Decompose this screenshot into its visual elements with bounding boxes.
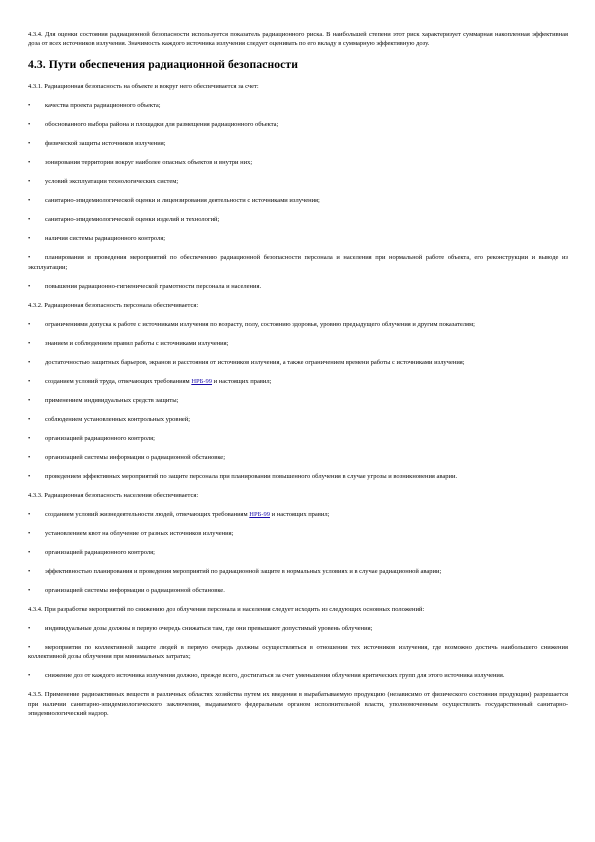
list-item-text: применением индивидуальных средств защиты; (45, 396, 179, 404)
nrb-99-link[interactable]: НРБ-99 (191, 377, 213, 385)
list-item (28, 158, 568, 167)
list-item-text: организацией системы информации о радиационной обстановке. (45, 586, 225, 594)
bullet-icon: • (28, 672, 31, 680)
list-item-text: снижение доз от каждого источника излучения должно, прежде всего, достигаться за счет уменьшения облучения критических групп для этого источника излучения. (45, 672, 505, 680)
list-item (28, 624, 568, 633)
list-item (28, 120, 568, 129)
list-item (28, 282, 568, 291)
list-item-text: зонирования территории вокруг наиболее опасных объектов и внутри них; (45, 159, 253, 167)
list-item-text: и настоящих правил; (212, 377, 272, 385)
bullet-icon: • (28, 178, 31, 186)
list-item (28, 415, 568, 424)
list-item (28, 177, 568, 186)
bullet-icon: • (28, 548, 31, 556)
list-item (28, 671, 568, 680)
list-item-text: качества проекта радиационного объекта; (45, 102, 161, 110)
bullet-icon: • (28, 377, 31, 385)
list-item-text: проведением эффективных мероприятий по защите персонала при планировании повышенного облучения в случае угрозы и возникновения аварии. (45, 472, 458, 480)
list-item-text: достаточностью защитных барьеров, экранов и расстояния от источников излучения, а также ограничением времени работы с источниками излучения; (45, 358, 465, 366)
bullet-icon: • (28, 624, 31, 632)
list-item (28, 548, 568, 557)
bullet-icon: • (28, 159, 31, 167)
bullet-icon: • (28, 643, 31, 651)
bullet-icon: • (28, 140, 31, 148)
list-item (28, 253, 568, 272)
bullet-icon: • (28, 197, 31, 205)
list-item (28, 377, 568, 386)
list-item (28, 510, 568, 519)
bullet-icon: • (28, 121, 31, 129)
list-item-text: физической защиты источников излучения; (45, 140, 166, 148)
list-item (28, 434, 568, 443)
list-item-text: мероприятия по коллективной защите людей в первую очередь должны осуществляться в отношении тех источников излучения, где возможно достичь наибольшего снижения коллективной дозы облучения при минимальных затратах; (28, 643, 568, 661)
bullet-icon: • (28, 529, 31, 537)
list-item (28, 586, 568, 595)
bullet-icon: • (28, 434, 31, 442)
bullet-icon: • (28, 567, 31, 575)
bullet-icon: • (28, 358, 31, 366)
bullet-icon: • (28, 586, 31, 594)
paragraph-4-3-4-risk: 4.3.4. Для оценки состояния радиационной безопасности используется показатель радиационного риска. В наибольшей степени этот риск характеризует суммарная накопленная эффективная доза от всех источников излучения. Значимость каждого источника излучения следует оценивать по его вкладу в суммарную эффективную дозу. (28, 31, 568, 48)
bullet-icon: • (28, 235, 31, 243)
list-item-text: организацией радиационного контроля; (45, 548, 155, 556)
list-item (28, 567, 568, 576)
list-item-text: знанием и соблюдением правил работы с источниками излучения; (45, 339, 229, 347)
list-item-text: эффективностью планирования и проведения мероприятий по радиационной защите в нормальных условиях и в случае радиационной аварии; (45, 567, 442, 575)
list-item (28, 196, 568, 205)
section-heading: 4.3. Пути обеспечения радиационной безопасности (28, 58, 298, 72)
list-item-text: созданием условий жизнедеятельности людей, отвечающих требованиям (45, 510, 250, 518)
bullet-icon: • (28, 396, 31, 404)
paragraph-4-3-1: 4.3.1. Радиационная безопасность на объекте и вокруг него обеспечивается за счет: (28, 83, 259, 91)
list-item-text: соблюдением установленных контрольных уровней; (45, 415, 191, 423)
bullet-icon: • (28, 453, 31, 461)
list-item (28, 320, 568, 329)
paragraph-4-3-3: 4.3.3. Радиационная безопасность населения обеспечивается: (28, 491, 199, 499)
list-item-text: и настоящих правил; (270, 510, 330, 518)
list-item-text: санитарно-эпидемиологической оценки и лицензирования деятельности с источниками излучения; (45, 197, 320, 205)
list-item-text: организацией системы информации о радиационной обстановке; (45, 453, 226, 461)
list-item-text: ограничениями допуска к работе с источниками излучения по возрасту, полу, состоянию здоровья, уровню предыдущего облучения и другим показателям; (45, 320, 475, 328)
list-4-3-4 (28, 624, 568, 681)
list-item-text: условий эксплуатации технологических систем; (45, 178, 179, 186)
paragraph-4-3-5: 4.3.5. Применение радиоактивных веществ в различных областях хозяйства путем их введения в вырабатываемую продукцию (независимо от физического состояния продукции) разрешается при наличии санитарно-эпидемиологического заключения, выдаваемого федеральным органом исполнительной власти, уполномоченным осуществлять государственный санитарно-эпидемиологический надзор. (28, 691, 568, 718)
list-item (28, 215, 568, 224)
list-item (28, 396, 568, 405)
list-item (28, 472, 568, 481)
list-item-text: индивидуальные дозы должны в первую очередь снижаться там, где они превышают допустимый уровень облучения; (45, 624, 373, 632)
list-4-3-1 (28, 101, 568, 291)
bullet-icon: • (28, 472, 31, 480)
list-item-text: повышения радиационно-гигиенической грамотности персонала и населения. (45, 282, 262, 290)
list-item-text: установлением квот на облучение от разных источников излучения; (45, 529, 234, 537)
list-item (28, 643, 568, 662)
list-item (28, 453, 568, 462)
bullet-icon: • (28, 339, 31, 347)
list-item (28, 234, 568, 243)
bullet-icon: • (28, 254, 31, 262)
list-item-text: санитарно-эпидемиологической оценки изделий и технологий; (45, 216, 220, 224)
list-item-text: наличия системы радиационного контроля; (45, 235, 166, 243)
bullet-icon: • (28, 102, 31, 110)
list-item-text: созданием условий труда, отвечающих требованиям (45, 377, 192, 385)
list-item (28, 139, 568, 148)
bullet-icon: • (28, 216, 31, 224)
list-item (28, 529, 568, 538)
list-4-3-2 (28, 320, 568, 481)
nrb-99-link[interactable]: НРБ-99 (249, 510, 270, 518)
list-item (28, 101, 568, 110)
paragraph-4-3-2: 4.3.2. Радиационная безопасность персонала обеспечивается: (28, 301, 199, 309)
paragraph-4-3-4-dose-reduction: 4.3.4. При разработке мероприятий по снижению доз облучения персонала и населения следует исходить из следующих основных положений: (28, 605, 425, 613)
bullet-icon: • (28, 510, 31, 518)
bullet-icon: • (28, 282, 31, 290)
list-item-text: обоснованного выбора района и площадки для размещения радиационного объекта; (45, 121, 279, 129)
bullet-icon: • (28, 415, 31, 423)
bullet-icon: • (28, 320, 31, 328)
list-4-3-3 (28, 510, 568, 595)
list-item (28, 358, 568, 367)
list-item-text: планирования и проведения мероприятий по обеспечению радиационной безопасности персонала и населения при нормальной работе объекта, его реконструкции и выводе из эксплуатации; (28, 254, 568, 271)
list-item (28, 339, 568, 348)
list-item-text: организацией радиационного контроля; (45, 434, 155, 442)
